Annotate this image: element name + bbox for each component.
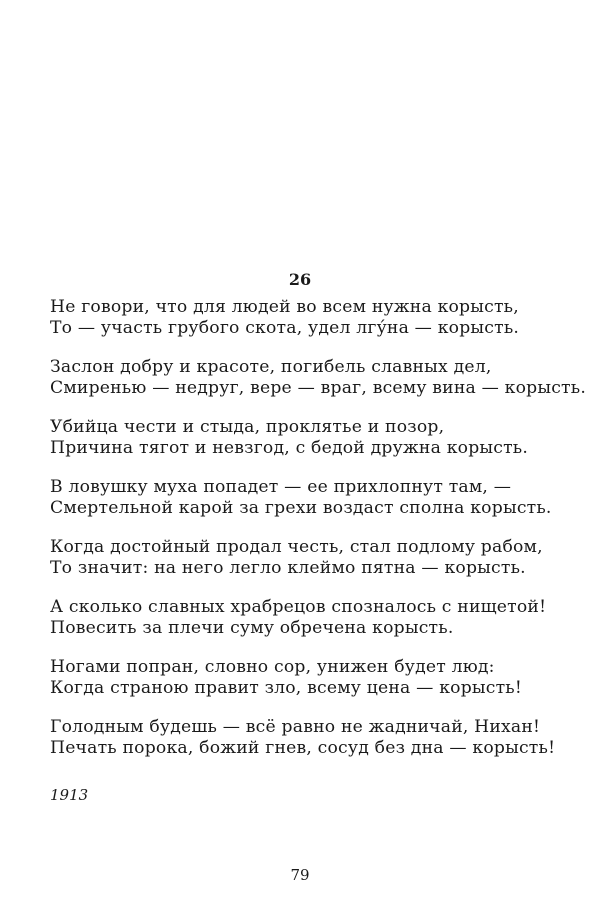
- stanza-6: [50, 597, 590, 639]
- poem-line: А сколько славных храбрецов спозналось с нищетой!: [50, 597, 547, 617]
- stanza-3: [50, 417, 590, 459]
- poem-line: То значит: на него легло клеймо пятна — корысть.: [50, 558, 526, 578]
- poem-line: Заслон добру и красоте, погибель славных дел,: [50, 357, 492, 377]
- stanza-4: [50, 477, 590, 519]
- poem-line: Смиренью — недруг, вере — враг, всему вина — корысть.: [50, 378, 586, 398]
- stanza-1: [50, 297, 590, 339]
- poem-line: Когда достойный продал честь, стал подлому рабом,: [50, 537, 543, 557]
- poem-line: Причина тягот и невзгод, с бедой дружна корысть.: [50, 438, 529, 458]
- poem-body: [50, 297, 590, 777]
- page-number: 79: [290, 866, 310, 884]
- poem-line: То — участь грубого скота, удел лгу́на — корысть.: [50, 318, 520, 338]
- poem-date: 1913: [50, 786, 89, 804]
- poem-line: В ловушку муха попадет — ее прихлопнут там, —: [50, 477, 512, 497]
- poem-line: Убийца чести и стыда, проклятье и позор,: [50, 417, 445, 437]
- poem-line: Не говори, что для людей во всем нужна корысть,: [50, 297, 519, 317]
- stanza-2: [50, 357, 590, 399]
- stanza-7: [50, 657, 590, 699]
- poem-line: Печать порока, божий гнев, сосуд без дна — корысть!: [50, 738, 556, 758]
- stanza-5: [50, 537, 590, 579]
- poem-line: Голодным будешь — всё равно не жадничай, Нихан!: [50, 717, 541, 737]
- poem-line: Когда страною правит зло, всему цена — корысть!: [50, 678, 522, 698]
- poem-line: Ногами попран, словно сор, унижен будет люд:: [50, 657, 495, 677]
- poem-number: 26: [288, 270, 312, 289]
- poem-line: Повесить за плечи суму обречена корысть.: [50, 618, 454, 638]
- stanza-8: [50, 717, 590, 759]
- poem-line: Смертельной карой за грехи воздаст сполна корысть.: [50, 498, 552, 518]
